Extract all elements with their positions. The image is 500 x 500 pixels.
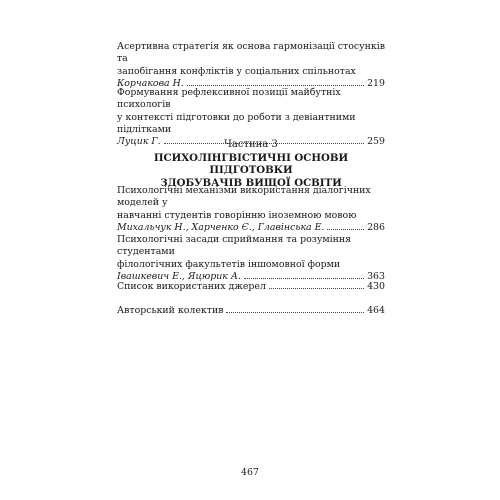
toc-entry-author: Михальчук Н., Харченко Є., Главінська Е.: [117, 221, 325, 233]
toc-entry-title-line: Психологічні засади сприймання та розуміння студентами: [117, 234, 352, 258]
dot-leader: [244, 278, 364, 279]
toc-entry-title-line: запобігання конфліктів у соціальних спільнотах: [117, 65, 356, 77]
dot-leader: [327, 229, 364, 230]
toc-entry-page: 363: [367, 270, 385, 282]
dot-leader: [226, 312, 364, 313]
toc-entry-title-line: навчанні студентів говорінню іноземною мовою: [117, 209, 357, 221]
toc-entry-page: 259: [367, 136, 385, 148]
toc-entry-page: 286: [367, 221, 385, 233]
toc-entry: [117, 185, 385, 234]
part-number: Частина 3: [224, 139, 278, 150]
toc-entry-single: [117, 281, 385, 292]
toc-entry-single: [117, 305, 385, 316]
part-heading: [117, 139, 385, 189]
page-number: 467: [241, 467, 259, 478]
toc-entry-page: 464: [367, 305, 385, 316]
toc-entry-title-line: філологічних факультетів іншомовної форми: [117, 258, 341, 270]
toc-entry-title-line: Формування рефлексивної позиції майбутніх психологів: [117, 87, 341, 111]
part-title-line: ПСИХОЛІНГВІСТИЧНІ ОСНОВИ ПІДГОТОВКИ: [153, 151, 349, 176]
toc-entry: [117, 41, 385, 90]
dot-leader: [269, 288, 364, 289]
toc-entry-author-line: [117, 222, 385, 234]
toc-entry-title: Список використаних джерел: [117, 281, 266, 292]
toc-entry-title: Авторський колектив: [117, 305, 224, 316]
toc-entry-title-line: Психологічні механізми використання діалогічних моделей у: [117, 185, 371, 209]
toc-entry-title-line: Асертивна стратегія як основа гармонізації стосунків та: [117, 41, 386, 65]
toc-entry: [117, 234, 385, 283]
toc-entry-title-line: у контексті підготовки до роботи з девіантними підлітками: [117, 111, 356, 135]
toc-entry-author: Луцик Г.: [117, 136, 161, 148]
dot-leader: [187, 85, 364, 86]
part-title-line: ЗДОБУВАЧІВ ВИЩОЇ ОСВІТИ: [160, 176, 342, 189]
toc-entry-author: Корчакова Н.: [117, 77, 184, 89]
toc-entry-page: 430: [367, 281, 385, 292]
toc-entry-author: Івашкевич Е., Яцюрик А.: [117, 270, 241, 282]
toc-entry-page: 219: [367, 77, 385, 89]
